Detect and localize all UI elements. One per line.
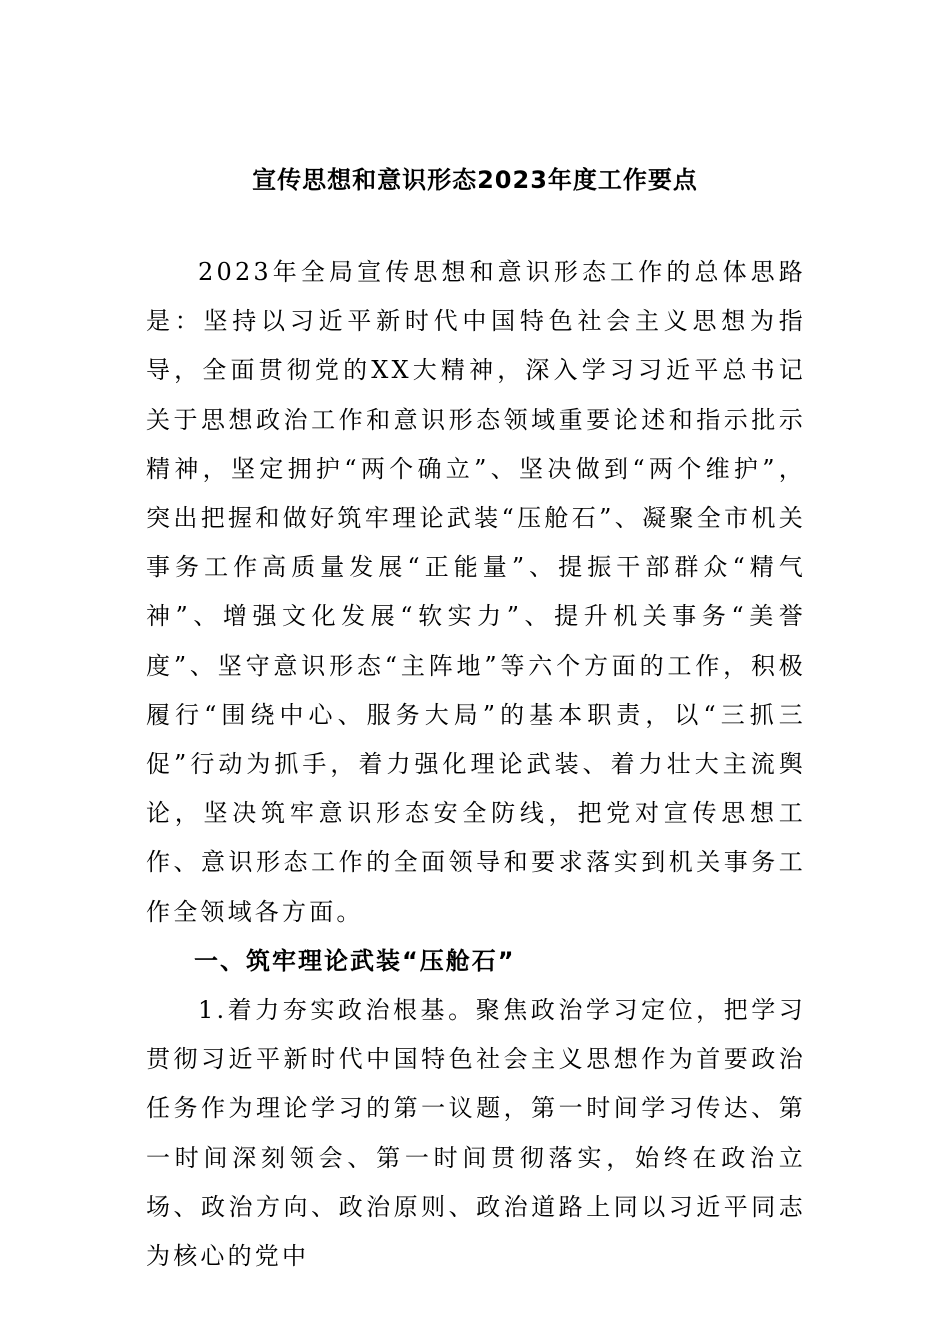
section-heading: 一、筑牢理论武装“压舱石” bbox=[194, 946, 516, 975]
intro-paragraph: 2023年全局宣传思想和意识形态工作的总体思路是：坚持以习近平新时代中国特色社会主义思想为指导，全面贯彻党的XX大精神，深入学习习近平总书记关于思想政治工作和意识形态领域重要论述和指示批示精神，坚定拥护“两个确立”、坚决做到“两个维护”，突出把握和做好筑牢理论武装“压舱石”、凝聚全市机关事务工作高质量发展“正能量”、提振干部群众“精气神”、增强文化发展“软实力”、提升机关事务“美誉度”、坚守意识形态“主阵地”等六个方面的工作，积极履行“围绕中心、服务大局”的基本职责，以“三抓三促”行动为抓手，着力强化理论武装、着力壮大主流舆论，坚决筑牢意识形态安全防线，把党对宣传思想工作、意识形态工作的全面领导和要求落实到机关事务工作全领域各方面。 bbox=[146, 258, 806, 926]
section-paragraph: 1.着力夯实政治根基。聚焦政治学习定位，把学习贯彻习近平新时代中国特色社会主义思想作为首要政治任务作为理论学习的第一议题，第一时间学习传达、第一时间深刻领会、第一时间贯彻落实，始终在政治立场、政治方向、政治原则、政治道路上同以习近平同志为核心的党中 bbox=[146, 996, 806, 1271]
document-title: 宣传思想和意识形态2023年度工作要点 bbox=[252, 166, 698, 194]
document-body bbox=[146, 248, 806, 1281]
